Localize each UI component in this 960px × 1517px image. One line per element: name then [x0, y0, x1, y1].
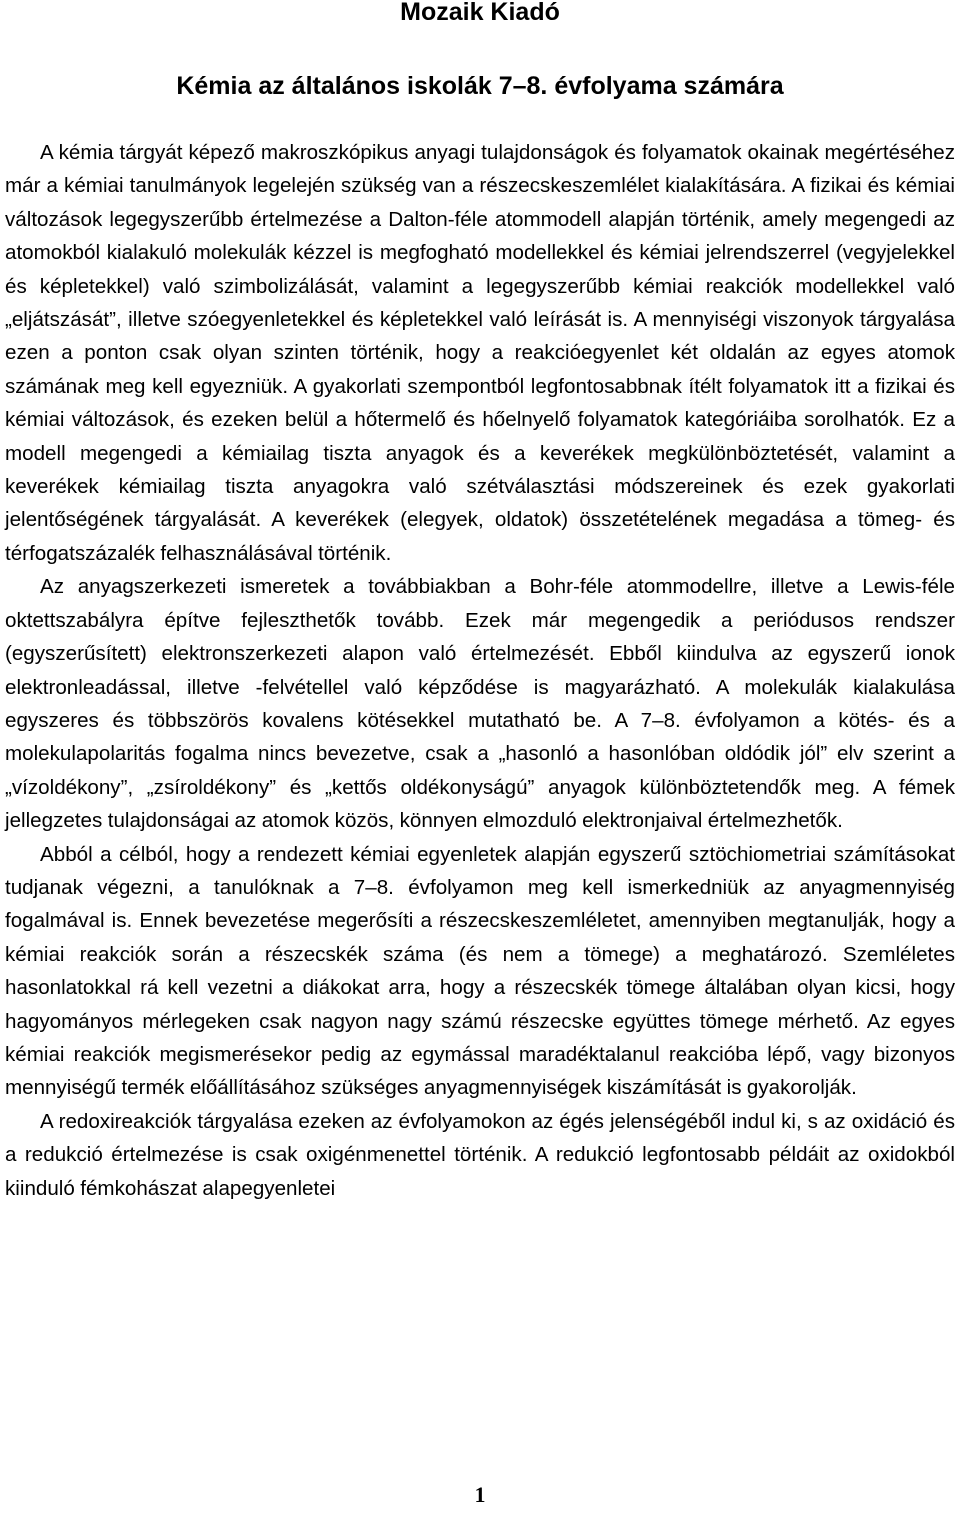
paragraph-3: Abból a célból, hogy a rendezett kémiai egyenletek alapján egyszerű sztöchiometriai számításokat tudjanak végezni, a tanulóknak a 7–8. évfolyamon meg kell ismerkedniük az anyagmennyiség fogalmával is. Ennek bevezetése megerősíti a részecskeszemléletet, amennyiben megtanulják, hogy a kémiai reakciók során a részecskék száma (és nem a tömege) a meghatározó. Szemléletes hasonlatokkal rá kell vezetni a diákokat arra, hogy a részecskék tömege általában olyan kicsi, hogy hagyományos mérlegeken csak nagyon nagy számú részecske együttes tömege mérhető. Az egyes kémiai reakciók megismerésekor pedig az egymással maradéktalanul reakcióba lépő, vagy bizonyos mennyiségű termék előállításához szükséges anyagmennyiségek kiszámítását is gyakorolják.: [5, 842, 955, 1100]
paragraph-4: A redoxireakciók tárgyalása ezeken az évfolyamokon az égés jelenségéből indul ki, s az oxidáció és a redukció értelmezése is csak oxigénmenettel történik. A redukció legfontosabb példáit az oxidokból kiinduló fémkohászat alapegyenletei: [5, 1109, 955, 1200]
body-text: [5, 136, 955, 1205]
document-title: Kémia az általános iskolák 7–8. évfolyama számára: [176, 72, 784, 100]
paragraph-2: Az anyagszerkezeti ismeretek a továbbiakban a Bohr-féle atommodellre, illetve a Lewis-féle oktettszabályra építve fejleszthetők tovább. Ezek már megengedik a periódusos rendszer (egyszerűsített) elektronszerkezeti alapon való értelmezését. Ebből kiindulva az egyszerű ionok elektronleadással, illetve -felvétellel való képződése is magyarázható. A molekulák kialakulása egyszeres és többszörös kovalens kötésekkel mutatható be. A 7–8. évfolyamon a kötés- és a molekulapolaritás fogalma nincs bevezetve, csak a „hasonló a hasonlóban oldódik jól” elv szerint a „vízoldékony”, „zsíroldékony” és „kettős oldékonyságú” anyagok különböztetendők meg. A fémek jellegzetes tulajdonságai az atomok közös, könnyen elmozduló elektronjaival értelmezhetők.: [5, 575, 955, 833]
page-number: 1: [474, 1482, 486, 1507]
publisher-heading: Mozaik Kiadó: [400, 0, 560, 26]
paragraph-1: A kémia tárgyát képező makroszkópikus anyagi tulajdonságok és folyamatok okainak megértéséhez már a kémiai tanulmányok legelején szükség van a részecskeszemlélet kialakítására. A fizikai és kémiai változások legegyszerűbb értelmezése a Dalton-féle atommodell alapján történik, amely megengedi az atomokból kialakuló molekulák kézzel is megfogható modellekkel és kémiai jelrendszerrel (vegyjelekkel és képletekkel) való szimbolizálását, valamint a legegyszerűbb kémiai reakciók modellekkel való „eljátszását”, illetve szóegyenletekkel és képletekkel való leírását is. A mennyiségi viszonyok tárgyalása ezen a ponton csak olyan szinten történik, hogy a reakcióegyenlet két oldalán az egyes atomok számának meg kell egyezniük. A gyakorlati szempontból legfontosabbnak ítélt folyamatok itt a fizikai és kémiai változások, és ezeken belül a hőtermelő és hőelnyelő folyamatok kategóriáiba sorolhatók. Ez a modell megengedi a kémiailag tiszta anyagok és a keverékek megkülönböztetését, valamint a keverékek kémiailag tiszta anyagokra való szétválasztási módszereinek és ezek gyakorlati jelentőségének tárgyalását. A keverékek (elegyek, oldatok) összetételének megadása a tömeg- és térfogatszázalék felhasználásával történik.: [5, 141, 955, 565]
document-page: [5, 0, 955, 1205]
